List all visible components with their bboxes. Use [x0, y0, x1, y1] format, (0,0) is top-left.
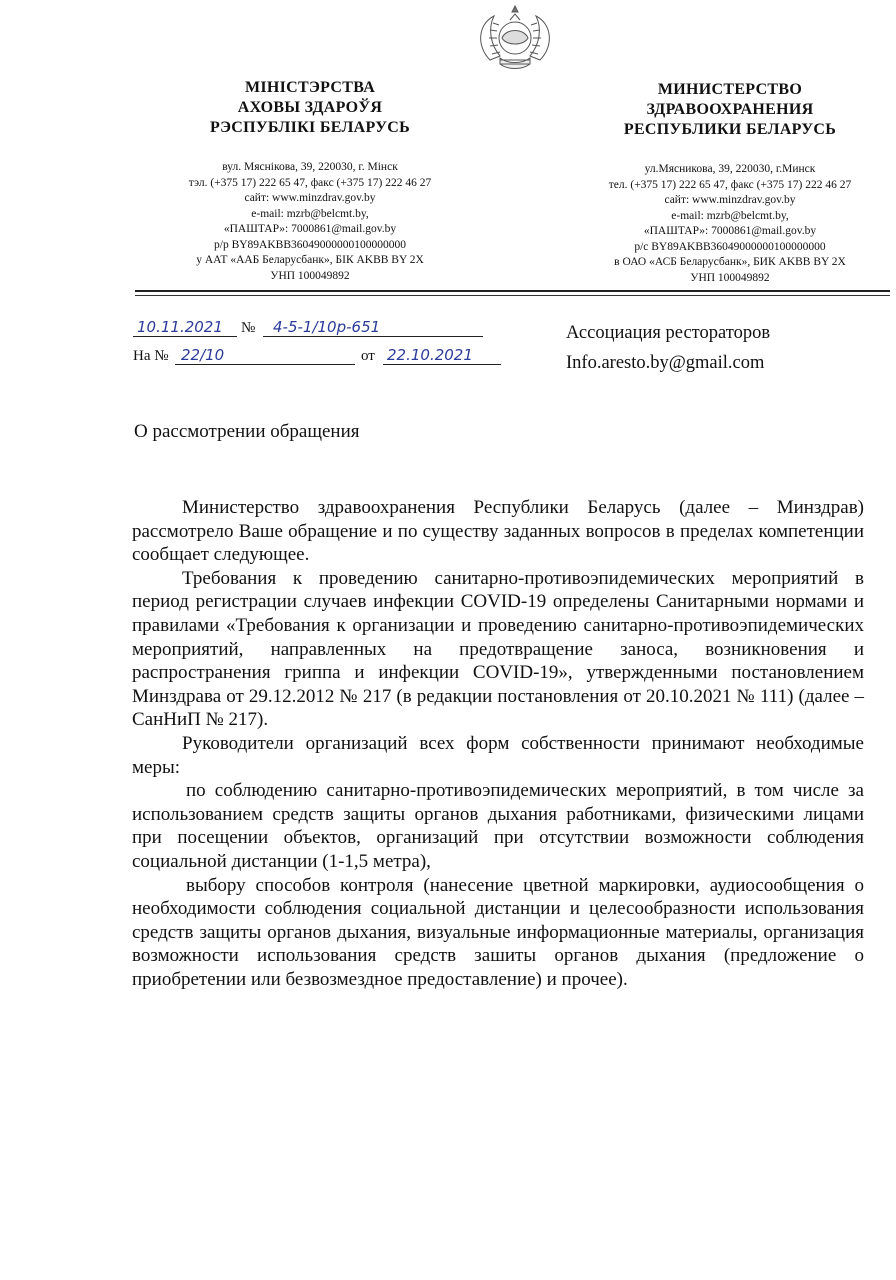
org-name-ru: [560, 80, 896, 140]
paragraph: Руководители организаций всех форм собственности принимают необходимые меры:: [132, 732, 864, 778]
contacts-by: [130, 160, 490, 284]
letter-subject: О рассмотрении обращения: [134, 421, 360, 442]
contact-line: e-mail: mzrb@belcmt.by,: [251, 207, 369, 220]
contact-line: р/с BY89AKBB36049000000100000000: [634, 240, 826, 253]
contacts-ru: [560, 162, 896, 286]
paragraph: Министерство здравоохранения Республики Беларусь (далее – Минздрав) рассмотрело Ваше обращение и по существу заданных вопросов в пределах компетенции сообщает следующее.: [132, 497, 864, 566]
paragraph: выбору способов контроля (нанесение цветной маркировки, аудиосообщения о необходимости соблюдения социальной дистанции и целесообразности использования средств защиты органов дыхания, визуальные информационные материалы, организация возможности использования средств зашиты органов дыхания (предложение о приобретении или безвозмездное предоставление) и прочее).: [132, 874, 864, 990]
contact-line: у ААТ «ААБ Беларусбанк», БІК AKBB BY 2X: [196, 254, 424, 266]
org-line: МІНІСТЭРСТВА: [244, 79, 376, 96]
header-divider-thin: [135, 295, 890, 296]
contact-line: тэл. (+375 17) 222 65 47, факс (+375 17) 222 46 27: [188, 176, 432, 189]
incoming-date: 22.10.2021: [387, 346, 473, 364]
org-line: АХОВЫ ЗДАРОЎЯ: [237, 99, 383, 116]
org-line: РЭСПУБЛІКІ БЕЛАРУСЬ: [210, 119, 410, 136]
contact-line: «ПАШТАР»: 7000861@mail.gov.by: [643, 225, 817, 237]
recipient-name: Ассоциация рестораторов: [566, 323, 771, 343]
paragraph: по соблюдению санитарно-противоэпидемических мероприятий, в том числе за использованием средств защиты органов дыхания работниками, физическими лицами при посещении объектов, организаций при отсутствии возможности соблюдения социальной дистанции (1-1,5 метра),: [132, 780, 864, 872]
contact-line: УНП 100049892: [690, 271, 770, 284]
contact-line: ул.Мясникова, 39, 220030, г.Минск: [644, 163, 816, 175]
contact-line: e-mail: mzrb@belcmt.by,: [671, 209, 789, 222]
recipient-email: Info.aresto.by@gmail.com: [566, 353, 765, 373]
header-right: [560, 80, 896, 286]
incoming-number: 22/10: [181, 346, 225, 364]
org-line: ЗДРАВООХРАНЕНИЯ: [646, 101, 814, 118]
outgoing-number: 4-5-1/10р-651: [273, 318, 381, 336]
ref-label: На №: [133, 348, 169, 364]
outgoing-ref-line: [133, 318, 553, 346]
contact-line: р/р BY89AKBB36049000000100000000: [214, 238, 406, 251]
contact-line: «ПАШТАР»: 7000861@mail.gov.by: [223, 223, 397, 235]
paragraph: Требования к проведению санитарно-противоэпидемических мероприятий в период регистрации случаев инфекции COVID-19 определены Санитарными нормами и правилами «Требования к организации и проведению санитарно-противоэпидемических мероприятий, направленных на предотвращение заноса, возникновения и распространения гриппа и инфекции COVID-19», утвержденными постановлением Минздрава от 29.12.2012 № 217 (в редакции постановления от 20.10.2021 № 111) (далее – СанНиП № 217).: [132, 567, 864, 731]
contact-line: вул. Мяснікова, 39, 220030, г. Мінск: [222, 161, 398, 173]
contact-line: тел. (+375 17) 222 65 47, факс (+375 17) 222 46 27: [608, 178, 852, 191]
header-divider: [135, 290, 890, 292]
header-left: [130, 78, 490, 284]
letter-body: [132, 496, 864, 991]
incoming-ref-line: [133, 346, 553, 374]
reference-block: [133, 318, 553, 374]
from-label: от: [361, 348, 375, 364]
org-line: РЕСПУБЛИКИ БЕЛАРУСЬ: [623, 121, 837, 138]
org-line: МИНИСТЕРСТВО: [657, 81, 803, 98]
contact-line: в ОАО «АСБ Беларусбанк», БИК AKBB BY 2X: [614, 256, 846, 268]
recipient: [566, 318, 770, 378]
contact-line: сайт: www.minzdrav.gov.by: [664, 194, 796, 206]
number-sign: №: [241, 320, 256, 336]
state-emblem-icon: [470, 2, 560, 74]
contact-line: сайт: www.minzdrav.gov.by: [244, 192, 376, 204]
contact-line: УНП 100049892: [270, 269, 350, 282]
org-name-by: [130, 78, 490, 138]
outgoing-date: 10.11.2021: [137, 318, 223, 336]
